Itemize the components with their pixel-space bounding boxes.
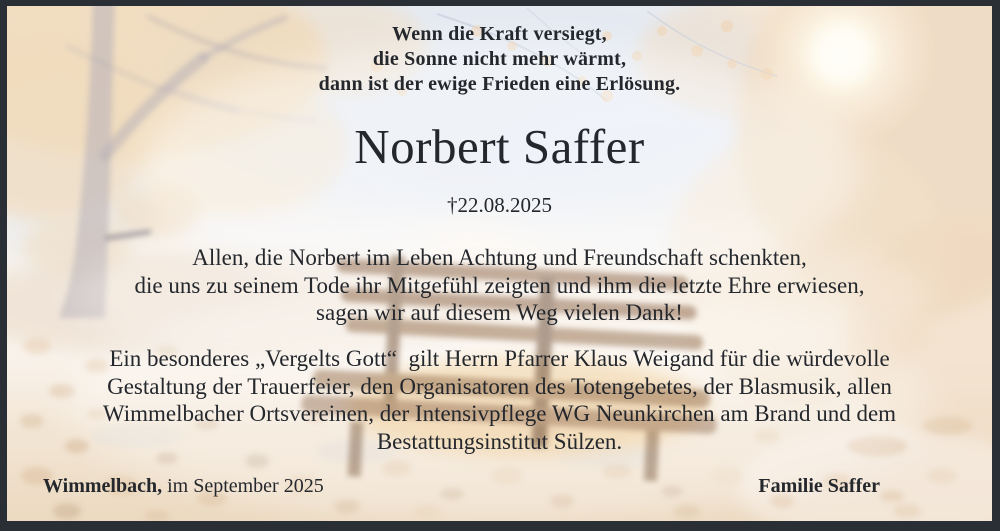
thanks-line: sagen wir auf diesem Weg vielen Dank!	[316, 300, 683, 325]
acknowledgement-line: Wimmelbacher Ortsvereinen, der Intensivpflege WG Neunkirchen am Brand und dem	[102, 401, 897, 426]
notice-inner	[7, 6, 992, 521]
footer-row	[43, 474, 880, 498]
place-and-date	[43, 474, 324, 498]
thanks-line: die uns zu seinem Tode ihr Mitgefühl zeigten und ihm die letzte Ehre erwiesen,	[134, 272, 865, 298]
verse-line: dann ist der ewige Frieden eine Erlösung.	[318, 73, 681, 95]
place-label: Wimmelbach,	[43, 475, 163, 497]
verse-line: die Sonne nicht mehr wärmt,	[372, 48, 627, 70]
deceased-name: Norbert Saffer	[354, 119, 645, 174]
acknowledgement-line: Gestaltung der Trauerfeier, den Organisatoren des Totengebetes, der Blasmusik, allen	[107, 373, 892, 399]
acknowledgement-paragraph	[7, 345, 992, 455]
acknowledgement-line: Ein besonderes „Vergelts Gott“ gilt Herrn Pfarrer Klaus Weigand für die würdevolle	[109, 346, 890, 371]
thanks-paragraph	[7, 244, 992, 327]
thanks-line: Allen, die Norbert im Leben Achtung und Freundschaft schenkten,	[192, 245, 807, 270]
family-signature: Familie Saffer	[758, 475, 880, 497]
date-label: im September 2025	[167, 475, 324, 497]
acknowledgement-line: Bestattungsinstitut Sülzen.	[376, 428, 623, 454]
obituary-content	[7, 6, 992, 521]
verse-line: Wenn die Kraft versiegt,	[392, 23, 607, 45]
epigraph-verse	[7, 22, 992, 97]
death-date: †22.08.2025	[447, 193, 552, 217]
